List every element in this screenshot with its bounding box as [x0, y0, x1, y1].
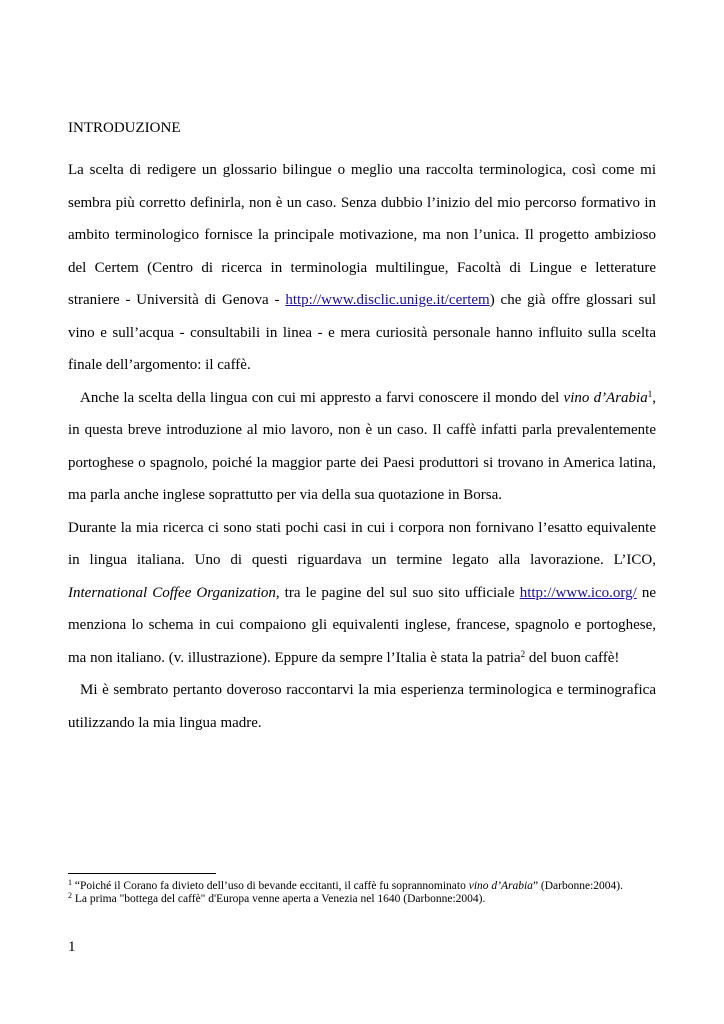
paragraph-2-text-a: Anche la scelta della lingua con cui mi appresto a farvi conoscere il mondo del — [80, 389, 564, 406]
paragraph-2-text-b: , in questa breve introduzione al mio lavoro, non è un caso. Il caffè infatti parla prevalentemente portoghese o spagnolo, poiché la maggior parte dei Paesi produttori si trovano in America latina, ma parla anche inglese soprattutto per via della sua quotazione in Borsa. — [68, 389, 656, 503]
footnote-2-text: La prima "bottega del caffè" d'Europa venne aperta a Venezia nel 1640 (Darbonne:2004). — [72, 893, 486, 905]
footnote-ref-2[interactable]: 2 — [520, 648, 526, 659]
footnotes — [68, 880, 656, 906]
paragraph-3 — [68, 512, 656, 675]
paragraph-2 — [68, 382, 656, 512]
section-heading: INTRODUZIONE — [68, 120, 181, 136]
footnote-separator — [68, 873, 216, 874]
page-number: 1 — [68, 939, 76, 955]
footnote-1-text-b: ” (Darbonne:2004). — [532, 880, 623, 892]
paragraph-1-text: La scelta di redigere un glossario bilingue o meglio una raccolta terminologica, così come mi sembra più corretto definirla, non è un caso. Senza dubbio l’inizio del mio percorso formativo in ambito terminologico fornisce la principale motivazione, ma non l’unica. Il progetto ambizioso del Certem (Centro di ricerca in terminologia multilingue, Facoltà di Lingue e letterature straniere - Università di Genova - — [68, 162, 656, 308]
footnote-ref-1[interactable]: 1 — [647, 388, 653, 399]
paragraph-3-text-d: del buon caffè! — [525, 649, 620, 666]
paragraph-1-tail: ) che già offre glossari sul vino e sull’acqua - consultabili in linea - e mera curiosità personale hanno influito sulla scelta finale dell’argomento: il caffè. — [68, 292, 656, 373]
footnote-1-emphasis: vino d’Arabia — [468, 880, 533, 892]
footnote-1-number: 1 — [68, 878, 72, 887]
footnote-1 — [68, 880, 656, 893]
paragraph-2-emphasis: vino d’Arabia — [563, 389, 648, 406]
body-text — [68, 118, 656, 739]
paragraph-3-text-c: ne menziona lo schema in cui compaiono gli equivalenti inglese, francese, spagnolo e portoghese, ma non italiano. (v. illustrazione). Eppure da sempre l’Italia è stata la patria — [68, 584, 656, 666]
footnote-2-number: 2 — [68, 891, 72, 900]
paragraph-3-text-b: , tra le pagine del sul suo sito ufficiale — [275, 584, 520, 601]
ico-link[interactable]: http://www.ico.org/ — [519, 584, 637, 601]
paragraph-1 — [68, 154, 656, 382]
paragraph-4: Mi è sembrato pertanto doveroso raccontarvi la mia esperienza terminologica e terminografica utilizzando la mia lingua madre. — [68, 682, 656, 731]
paragraph-3-text-a: Durante la mia ricerca ci sono stati pochi casi in cui i corpora non fornivano l’esatto equivalente in lingua italiana. Uno di questi riguardava un termine legato alla lavorazione. L’ICO, — [68, 519, 656, 568]
certem-link[interactable]: http://www.disclic.unige.it/certem — [285, 292, 490, 308]
paragraph-3-emphasis: International Coffee Organization — [68, 584, 276, 601]
footnote-2 — [68, 893, 656, 906]
footnote-1-text-a: “Poiché il Corano fa divieto dell’uso di bevande eccitanti, il caffè fu soprannominato — [72, 880, 469, 892]
